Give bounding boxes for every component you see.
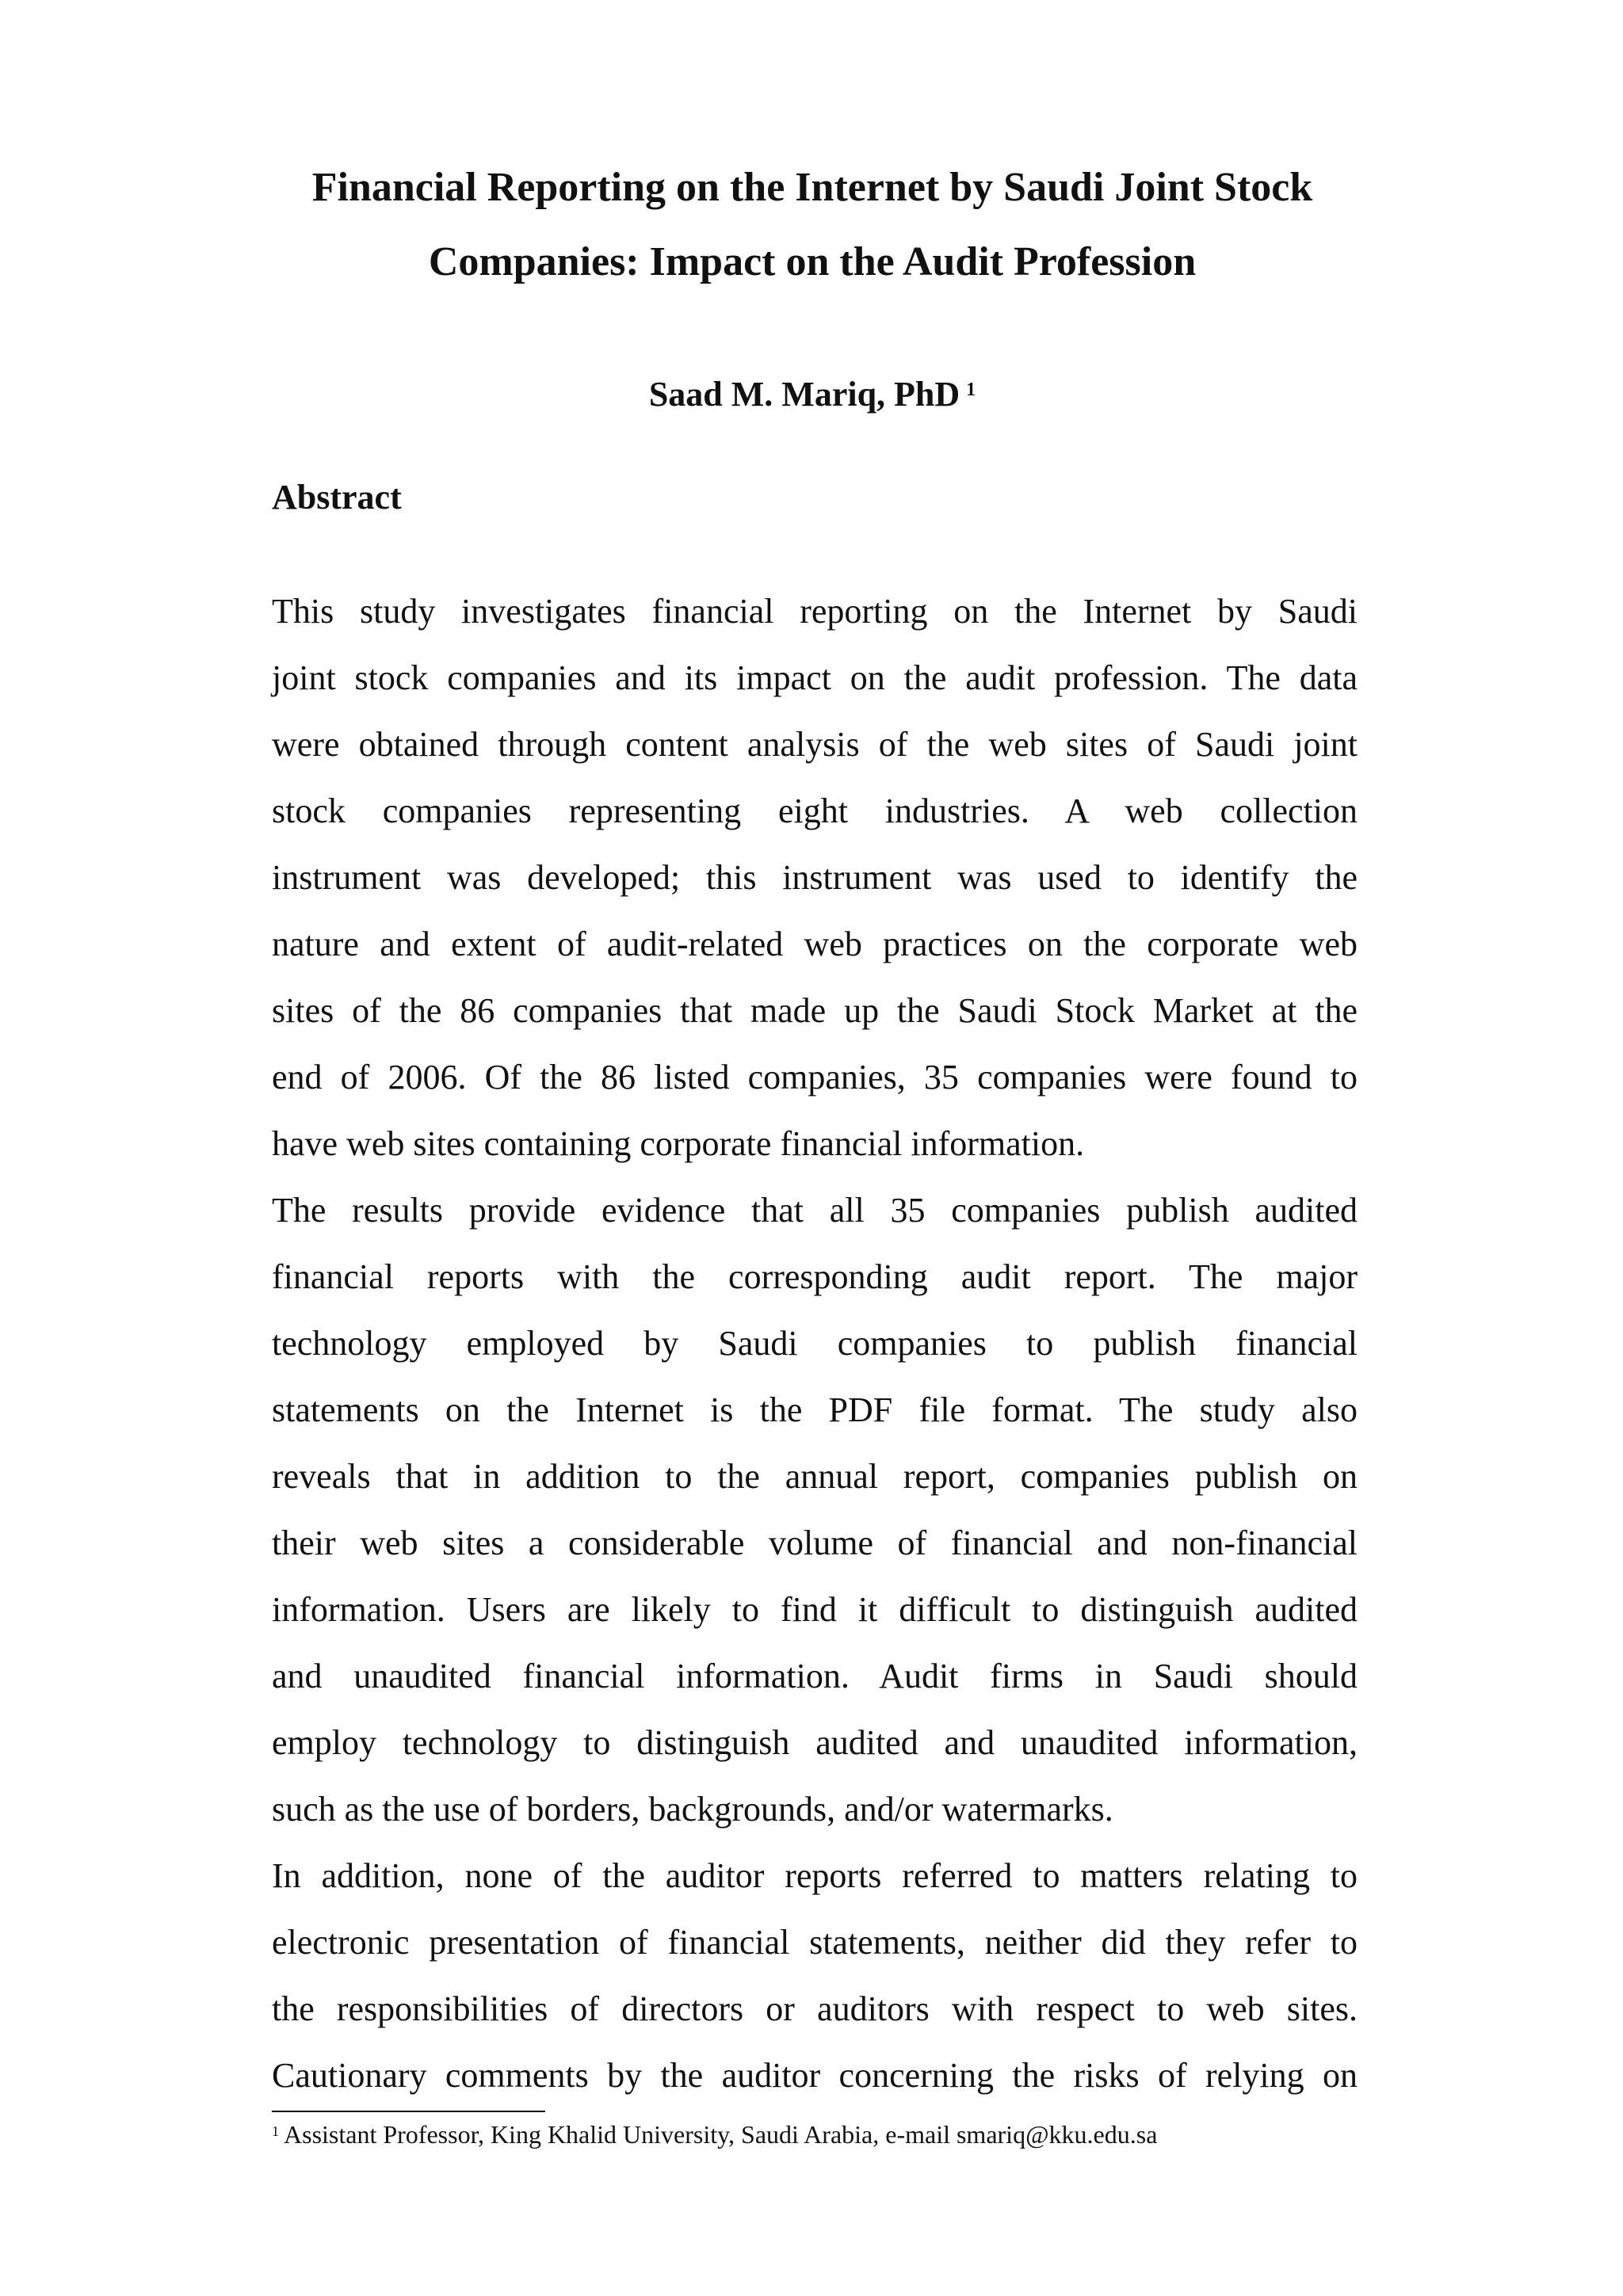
title-line-2: Companies: Impact on the Audit Profession [428,239,1197,284]
abstract-line: In addition, none of the auditor reports referred to matters relating to [272,1856,1358,1895]
abstract-line: technology employed by Saudi companies to publish financial [272,1324,1358,1363]
abstract-line: end of 2006. Of the 86 listed companies, 35 companies were found to [272,1058,1358,1097]
abstract-line: sites of the 86 companies that made up the Saudi Stock Market at the [272,991,1358,1030]
abstract-line: stock companies representing eight industries. A web collection [272,791,1358,830]
title-line-1: Financial Reporting on the Internet by Saudi Joint Stock [311,165,1313,210]
author-line [238,371,1387,418]
abstract-line: financial reports with the corresponding audit report. The major [272,1257,1358,1296]
abstract-line: joint stock companies and its impact on the audit profession. The data [272,658,1358,697]
abstract-line: such as the use of borders, backgrounds, and/or watermarks. [272,1790,1113,1829]
author-name: Saad M. Mariq, PhD [648,375,960,414]
abstract-line: The results provide evidence that all 35 companies publish audited [272,1191,1358,1230]
abstract-line: This study investigates financial reporting on the Internet by Saudi [272,592,1358,631]
abstract-line: and unaudited financial information. Audit firms in Saudi should [272,1657,1358,1695]
abstract-line: information. Users are likely to find it difficult to distinguish audited [272,1590,1358,1629]
abstract-heading: Abstract [272,478,402,517]
footnote-divider [272,2111,545,2112]
abstract-line: employ technology to distinguish audited and unaudited information, [272,1723,1358,1762]
footnote-text: Assistant Professor, King Khalid University, Saudi Arabia, e-mail smariq@kku.edu.sa [284,2120,1158,2149]
abstract-body [272,578,1358,2109]
abstract-line: electronic presentation of financial statements, neither did they refer to [272,1923,1358,1962]
footnote [272,2117,1157,2152]
abstract-line: their web sites a considerable volume of financial and non-financial [272,1524,1358,1562]
abstract-line: have web sites containing corporate financial information. [272,1124,1085,1163]
abstract-line: nature and extent of audit-related web practices on the corporate web [272,925,1358,963]
abstract-line: statements on the Internet is the PDF file format. The study also [272,1390,1358,1429]
paper-title [238,151,1387,299]
abstract-line: instrument was developed; this instrument was used to identify the [272,858,1358,897]
abstract-line: Cautionary comments by the auditor concerning the risks of relying on [272,2056,1358,2095]
abstract-line: were obtained through content analysis of the web sites of Saudi joint [272,725,1358,764]
abstract-line: reveals that in addition to the annual report, companies publish on [272,1457,1358,1496]
footnote-marker: 1 [272,2123,279,2139]
author-footnote-marker: 1 [966,379,976,400]
abstract-line: the responsibilities of directors or auditors with respect to web sites. [272,1989,1358,2028]
